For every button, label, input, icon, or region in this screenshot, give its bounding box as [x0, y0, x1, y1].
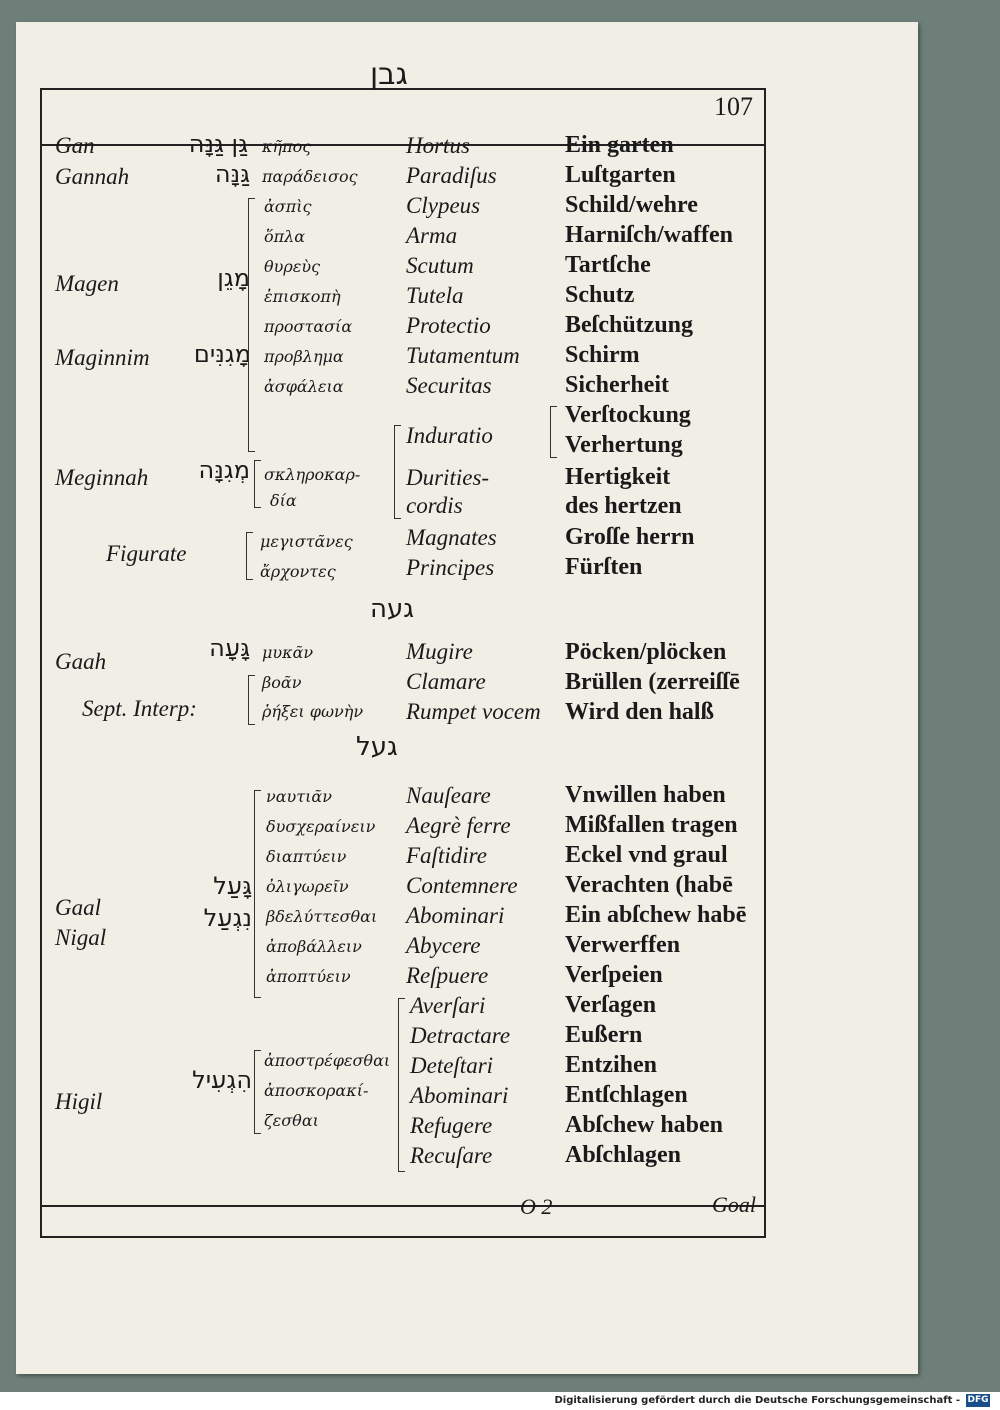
- footer-rule: [42, 1205, 764, 1207]
- latin-gloss: Clamare: [406, 669, 486, 694]
- greek-term: ὀλιγωρεῖν: [266, 877, 349, 896]
- greek-term: ἀποστρέφεσθαι: [264, 1051, 391, 1070]
- latin-gloss: Detractare: [410, 1023, 511, 1048]
- latin-gloss: Contemnere: [406, 873, 518, 898]
- latin-gloss: Rumpet vocem: [406, 699, 541, 724]
- entry-latin: Magen: [55, 271, 119, 296]
- latin-gloss: Tutela: [406, 283, 464, 308]
- german-gloss: Hertigkeit: [565, 464, 671, 490]
- latin-gloss: Scutum: [406, 253, 474, 278]
- entry-hebrew: הִגְעִיל: [192, 1066, 252, 1094]
- german-gloss: Abſchlagen: [565, 1142, 682, 1168]
- latin-gloss: Averſari: [410, 993, 486, 1018]
- german-gloss: Abſchew haben: [565, 1112, 724, 1138]
- bracket: [254, 790, 261, 998]
- entry-hebrew: גַּנָּה: [214, 160, 250, 188]
- entry-latin: Gaah: [55, 649, 107, 674]
- entry-hebrew: נִגְעַל: [203, 904, 252, 932]
- entry-latin-gloss: Hortus: [406, 133, 470, 158]
- greek-term: θυρεὺς: [264, 257, 321, 276]
- entry-german: Ein garten: [565, 132, 674, 158]
- german-gloss: Verhertung: [565, 432, 683, 458]
- running-head-hebrew: גבן: [370, 57, 408, 92]
- funding-note: Digitalisierung gefördert durch die Deutsche Forschungsgemeinschaft -: [554, 1395, 960, 1406]
- bracket: [550, 406, 557, 458]
- german-gloss: Fürſten: [565, 554, 643, 580]
- latin-gloss: Reſpuere: [406, 963, 489, 988]
- german-gloss: Harniſch/waffen: [565, 222, 733, 248]
- latin-gloss: Deteſtari: [410, 1053, 494, 1078]
- bracket: [248, 675, 255, 725]
- greek-term: προστασία: [264, 317, 353, 336]
- german-gloss: Schirm: [565, 342, 640, 368]
- entry-hebrew: מָגֵן: [217, 264, 250, 292]
- entry-latin-gloss: Paradiſus: [406, 163, 497, 188]
- latin-gloss: Abycere: [406, 933, 481, 958]
- entry-latin: Gannah: [55, 164, 130, 189]
- bracket: [254, 1050, 261, 1134]
- entry-hebrew: גָּעָה: [209, 634, 250, 662]
- latin-gloss: Arma: [406, 223, 458, 248]
- greek-term: σκληροκαρ-: [264, 465, 361, 484]
- bracket: [248, 198, 255, 452]
- entry-latin: Nigal: [55, 925, 107, 950]
- greek-term: ἄρχοντες: [260, 562, 336, 581]
- greek-term: ἀποσκορακί-: [264, 1081, 369, 1100]
- signature-mark: O 2: [520, 1194, 553, 1219]
- latin-gloss: Securitas: [406, 373, 492, 398]
- bracket: [254, 460, 261, 508]
- section-heading: געל: [356, 732, 398, 762]
- entry-latin: Gan: [55, 133, 95, 158]
- sept-label: Sept. Interp:: [82, 696, 197, 721]
- german-gloss: Eußern: [565, 1022, 643, 1048]
- greek-term: ὅπλα: [264, 227, 306, 246]
- german-gloss: Wird den halß: [565, 699, 714, 725]
- entry-hebrew: מָגִנִּים: [193, 340, 251, 368]
- latin-gloss: Clypeus: [406, 193, 481, 218]
- german-gloss: Entzihen: [565, 1052, 658, 1078]
- german-gloss: Schutz: [565, 282, 635, 308]
- latin-gloss: Faſtidire: [406, 843, 487, 868]
- german-gloss: Groſſe herrn: [565, 524, 695, 550]
- figurate-label: Figurate: [106, 541, 187, 566]
- latin-gloss: Durities-: [406, 465, 490, 490]
- greek-term: ναυτιᾶν: [266, 787, 332, 806]
- greek-term: ἐπισκοπὴ: [264, 287, 341, 306]
- latin-gloss: Induratio: [406, 423, 493, 448]
- german-gloss: Pöcken/plöcken: [565, 639, 727, 665]
- latin-gloss: Abominari: [410, 1083, 509, 1108]
- bracket: [394, 425, 401, 519]
- latin-gloss: Recuſare: [410, 1143, 493, 1168]
- latin-gloss: Protectio: [406, 313, 491, 338]
- german-gloss: Vnwillen haben: [565, 782, 726, 808]
- entry-latin: Meginnah: [55, 465, 149, 490]
- greek-term: ἀποβάλλειν: [266, 937, 362, 956]
- greek-term: μεγιστᾶνες: [260, 532, 353, 551]
- page-number: 107: [714, 92, 753, 121]
- german-gloss: Verſtockung: [565, 402, 691, 428]
- dfg-logo: DFG: [967, 1395, 989, 1405]
- german-gloss: Ein abſchew habē: [565, 902, 747, 928]
- greek-term: ἀσφάλεια: [264, 377, 344, 396]
- greek-term: ἀποπτύειν: [266, 967, 351, 986]
- entry-german: Luſtgarten: [565, 162, 676, 188]
- german-gloss: Entſchlagen: [565, 1082, 688, 1108]
- bracket: [398, 998, 405, 1172]
- section-heading: געה: [370, 594, 414, 624]
- latin-gloss: Aegrè ferre: [406, 813, 511, 838]
- entry-latin: Higil: [55, 1089, 103, 1114]
- german-gloss: Verachten (habē: [565, 872, 733, 898]
- greek-term: ἀσπὶς: [264, 197, 312, 216]
- greek-term: βδελύττεσθαι: [266, 907, 378, 926]
- greek-term: ζεσθαι: [264, 1111, 319, 1130]
- latin-gloss: Refugere: [410, 1113, 493, 1138]
- funding-bar: [0, 1392, 1000, 1410]
- german-gloss: Verſagen: [565, 992, 657, 1018]
- entry-hebrew: מְגִנָּה: [198, 456, 250, 484]
- entry-greek: κῆπος: [262, 137, 312, 156]
- latin-gloss: Principes: [406, 555, 495, 580]
- entry-latin: Gaal: [55, 895, 101, 920]
- bracket: [246, 532, 253, 580]
- latin-gloss: cordis: [406, 493, 463, 518]
- entry-hebrew: גַּן גַּנָּה: [188, 130, 248, 158]
- greek-term: βοᾶν: [262, 673, 302, 692]
- greek-term: δία: [270, 491, 297, 510]
- latin-gloss: Abominari: [406, 903, 505, 928]
- catchword: Goal: [712, 1192, 756, 1217]
- latin-gloss: Nauſeare: [406, 783, 491, 808]
- latin-gloss: Magnates: [406, 525, 497, 550]
- greek-term: ῥήξει φωνὴν: [262, 702, 364, 721]
- german-gloss: Beſchützung: [565, 312, 694, 338]
- latin-gloss: Tutamentum: [406, 343, 520, 368]
- greek-term: μυκᾶν: [262, 643, 314, 662]
- german-gloss: Sicherheit: [565, 372, 669, 398]
- entry-greek: παράδεισος: [262, 167, 358, 186]
- greek-term: δυσχεραίνειν: [266, 817, 376, 836]
- german-gloss: Tartſche: [565, 252, 651, 278]
- greek-term: διαπτύειν: [266, 847, 347, 866]
- latin-gloss: Mugire: [406, 639, 473, 664]
- german-gloss: Verwerffen: [565, 932, 681, 958]
- german-gloss: Schild/wehre: [565, 192, 698, 218]
- greek-term: προβλημα: [264, 347, 344, 366]
- entry-hebrew: גָּעַל: [213, 872, 252, 900]
- german-gloss: des hertzen: [565, 493, 682, 519]
- entry-latin: Maginnim: [55, 345, 150, 370]
- german-gloss: Mißfallen tragen: [565, 812, 738, 838]
- german-gloss: Brüllen (zerreiſſē: [565, 669, 740, 695]
- german-gloss: Eckel vnd graul: [565, 842, 728, 868]
- german-gloss: Verſpeien: [565, 962, 663, 988]
